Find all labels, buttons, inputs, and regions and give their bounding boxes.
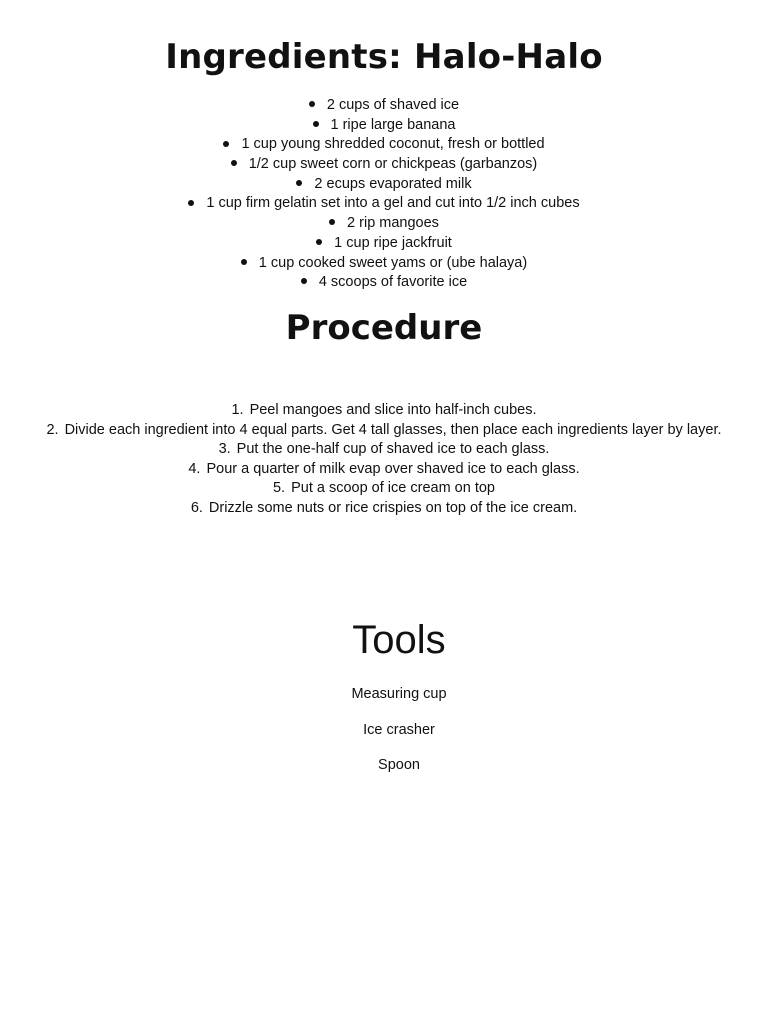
- tool-item: Measuring cup: [351, 686, 447, 702]
- list-item: [0, 194, 768, 214]
- list-item: [0, 175, 768, 195]
- tool-item: Spoon: [378, 757, 420, 773]
- list-item: [0, 155, 768, 175]
- step-text: Put a scoop of ice cream on top: [291, 480, 495, 497]
- step-text: Drizzle some nuts or rice crispies on top of the ice cream.: [208, 499, 578, 516]
- tools-list: [30, 684, 768, 791]
- list-item: [0, 234, 768, 254]
- step-item: [40, 460, 728, 480]
- ingredient-text: 4 scoops of favorite ice: [318, 274, 468, 291]
- ingredient-text: 1 cup firm gelatin set into a gel and cut into 1/2 inch cubes: [206, 195, 580, 212]
- step-item: [40, 401, 728, 421]
- ingredient-text: 1 cup cooked sweet yams or (ube halaya): [258, 254, 528, 271]
- bullet-icon: [231, 160, 237, 166]
- tools-heading: Tools: [352, 618, 446, 662]
- list-item: [0, 254, 768, 274]
- ingredient-text: 1/2 cup sweet corn or chickpeas (garbanzos): [248, 156, 538, 173]
- list-item: [0, 135, 768, 155]
- bullet-icon: [188, 200, 194, 206]
- bullet-icon: [329, 219, 335, 225]
- step-item: [40, 421, 728, 441]
- bullet-icon: [309, 101, 315, 107]
- step-number: 4.: [188, 460, 201, 477]
- step-text: Pour a quarter of milk evap over shaved ice to each glass.: [206, 460, 580, 477]
- step-text: Divide each ingredient into 4 equal parts. Get 4 tall glasses, then place each ingredients layer by layer.: [64, 421, 722, 438]
- list-item: [0, 116, 768, 136]
- ingredients-heading: Ingredients: Halo-Halo: [165, 37, 603, 77]
- ingredient-text: 1 ripe large banana: [330, 116, 456, 133]
- bullet-icon: [223, 141, 229, 147]
- step-item: [40, 499, 728, 519]
- step-number: 3.: [218, 441, 231, 458]
- bullet-icon: [313, 121, 319, 127]
- step-number: 1.: [231, 402, 244, 418]
- list-item: [0, 273, 768, 293]
- bullet-icon: [296, 180, 302, 186]
- procedure-heading: Procedure: [285, 308, 483, 348]
- ingredient-text: 1 cup ripe jackfruit: [334, 234, 452, 251]
- ingredient-text: 2 cups of shaved ice: [326, 97, 460, 113]
- bullet-icon: [316, 239, 322, 245]
- step-number: 6.: [190, 499, 203, 516]
- bullet-icon: [301, 278, 307, 284]
- ingredient-text: 2 ecups evaporated milk: [314, 175, 472, 192]
- ingredients-list: [0, 96, 768, 293]
- step-item: [40, 440, 728, 460]
- tool-item: Ice crasher: [363, 721, 435, 738]
- bullet-icon: [241, 259, 247, 265]
- list-item: [0, 214, 768, 234]
- step-item: [40, 479, 728, 499]
- step-text: Put the one-half cup of shaved ice to each glass.: [236, 441, 550, 458]
- step-text: Peel mangoes and slice into half-inch cubes.: [249, 402, 537, 418]
- step-number: 5.: [272, 480, 286, 497]
- step-number: 2.: [46, 421, 59, 438]
- list-item: [0, 96, 768, 116]
- ingredient-text: 1 cup young shredded coconut, fresh or bottled: [241, 136, 545, 153]
- procedure-steps: [40, 401, 728, 519]
- ingredient-text: 2 rip mangoes: [347, 215, 439, 232]
